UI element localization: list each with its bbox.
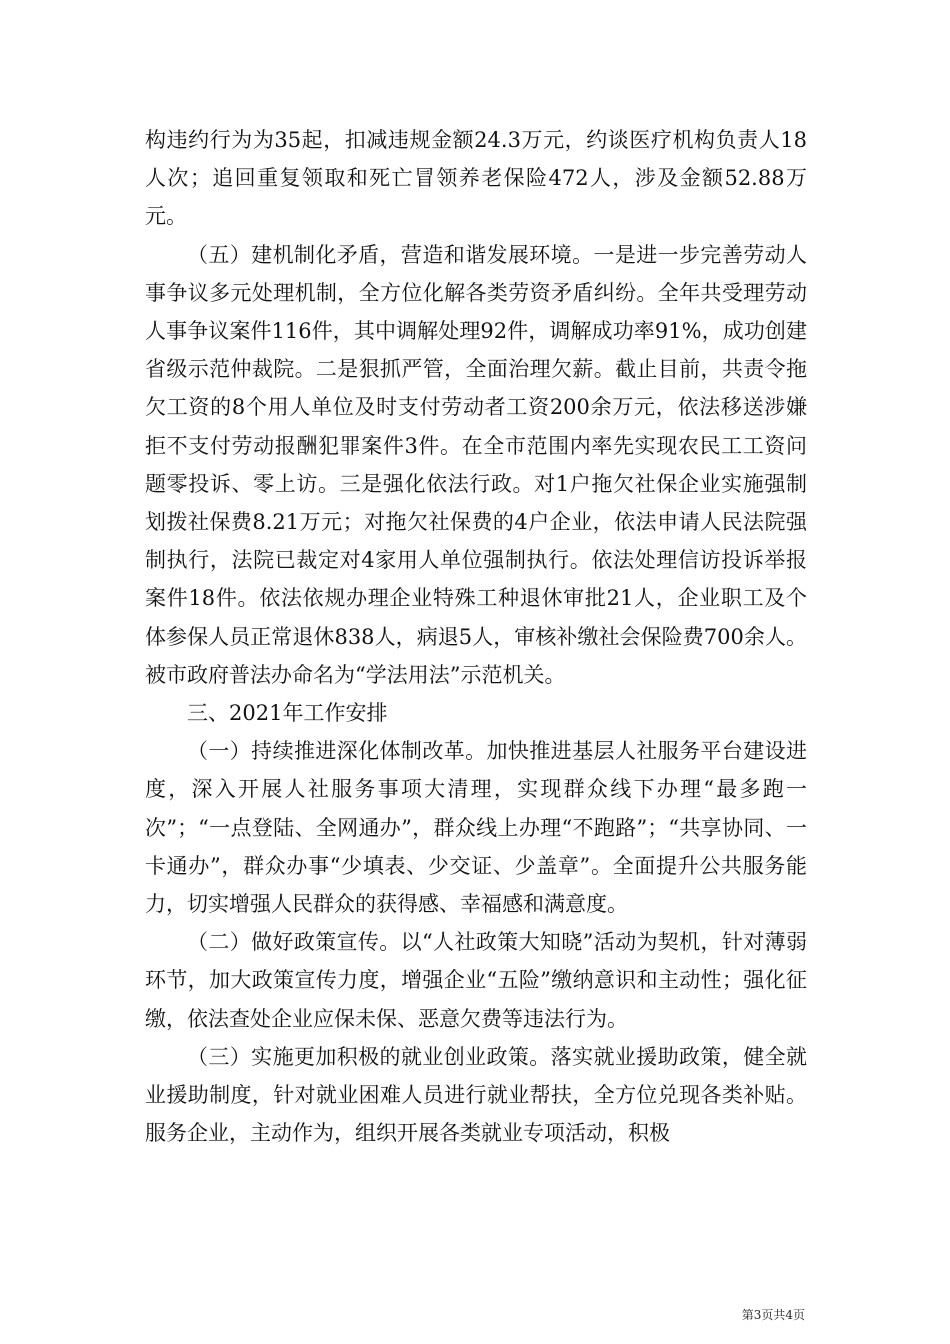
paragraph-item-two: （二）做好政策宣传。以“人社政策大知晓”活动为契机，针对薄弱环节，加大政策宣传力度，增强企业“五险”缴纳意识和主动性；强化征缴，依法查处企业应保未保、恶意欠费等违法行为。 — [145, 930, 807, 1031]
page-footer — [742, 1306, 805, 1323]
paragraph-item-one: （一）持续推进深化体制改革。加快推进基层人社服务平台建设进度，深入开展人社服务事项大清理，实现群众线下办理“最多跑一次”；“一点登陆、全网通办”，群众线上办理“不跑路”；“共享协同、一卡通办”，群众办事“少填表、少交证、少盖章”。全面提升公共服务能力，切实增强人民群众的获得感、幸福感和满意度。 — [145, 739, 807, 917]
page-number-label: 第3页共4页 — [741, 1308, 805, 1322]
paragraph-item-three: （三）实施更加积极的就业创业政策。落实就业援助政策，健全就业援助制度，针对就业困难人员进行就业帮扶，全方位兑现各类补贴。服务企业，主动作为，组织开展各类就业专项活动，积极 — [145, 1044, 807, 1146]
paragraph-section-five: （五）建机制化矛盾，营造和谐发展环境。一是进一步完善劳动人事争议多元处理机制，全方位化解各类劳资矛盾纠纷。全年共受理劳动人事争议案件116件，其中调解处理92件，调解成功率91%，成功创建省级示范仲裁院。二是狠抓严管，全面治理欠薪。截止目前，共责令拖欠工资的8个用人单位及时支付劳动者工资200余万元，依法移送涉嫌拒不支付劳动报酬犯罪案件3件。在全市范围内率先实现农民工工资问题零投诉、零上访。三是强化依法行政。对1户拖欠社保企业实施强制划拨社保费8.21万元；对拖欠社保费的4户企业，依法申请人民法院强制执行，法院已裁定对4家用人单位强制执行。依法处理信访投诉举报案件18件。依法依规办理企业特殊工种退休审批21人，企业职工及个体参保人员正常退休838人，病退5人，审核补缴社会保险费700余人。被市政府普法办命名为“学法用法”示范机关。 — [145, 242, 807, 687]
section-heading-2021-plan: 三、2021年工作安排 — [187, 701, 388, 726]
document-body — [145, 121, 807, 1152]
paragraph-continuation: 构违约行为为35起，扣减违规金额24.3万元，约谈医疗机构负责人18人次；追回重复领取和死亡冒领养老保险472人，涉及金额52.88万元。 — [145, 128, 807, 229]
